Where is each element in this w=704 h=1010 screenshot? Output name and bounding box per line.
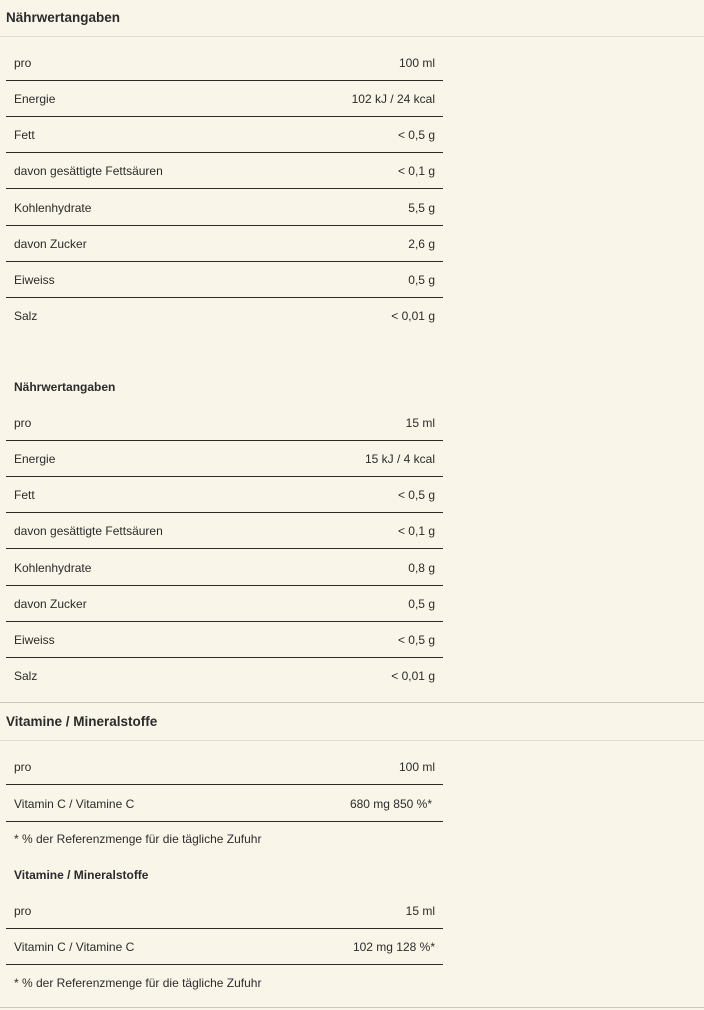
table-row xyxy=(6,477,443,513)
subtitle-naehrwerte-15ml: Nährwertangaben xyxy=(14,380,116,394)
row-label: Kohlenhydrate xyxy=(14,561,92,575)
row-label: Vitamin C / Vitamine C xyxy=(14,940,135,954)
row-label: Fett xyxy=(14,128,35,142)
table-row xyxy=(6,586,443,622)
row-value: 15 ml xyxy=(405,416,435,430)
section-title: Nährwertangaben xyxy=(6,10,121,25)
table-row xyxy=(6,658,443,694)
row-value: < 0,01 g xyxy=(391,669,435,683)
footnote-reference-intake: * % der Referenzmenge für die tägliche Zufuhr xyxy=(14,832,262,846)
row-label: Salz xyxy=(14,669,38,683)
row-label: pro xyxy=(14,760,32,774)
table-row xyxy=(6,117,443,153)
row-value: < 0,5 g xyxy=(397,488,435,502)
row-label: pro xyxy=(14,416,32,430)
row-value: 100 ml xyxy=(398,56,435,70)
table-row xyxy=(6,153,443,189)
row-label: Fett xyxy=(14,488,35,502)
table-row xyxy=(6,226,443,262)
table-row xyxy=(6,262,443,298)
subtitle-vitamine-15ml: Vitamine / Mineralstoffe xyxy=(14,868,149,882)
row-value: 0,8 g xyxy=(408,561,435,575)
row-label: davon gesättigte Fettsäuren xyxy=(14,164,163,178)
row-value: 0,5 g xyxy=(408,273,435,287)
table-row xyxy=(6,405,443,441)
table-row xyxy=(6,749,443,785)
section-header-naehrwerte xyxy=(0,0,704,37)
table-row xyxy=(6,513,443,549)
table-row xyxy=(6,190,443,226)
row-value: 0,5 g xyxy=(408,597,435,611)
row-value: < 0,5 g xyxy=(397,633,435,647)
table-row xyxy=(6,929,443,965)
section-header-vitamine xyxy=(0,703,704,741)
table-row xyxy=(6,786,443,822)
section-title: Vitamine / Mineralstoffe xyxy=(6,714,158,729)
row-label: pro xyxy=(14,904,32,918)
row-value: < 0,1 g xyxy=(397,524,435,538)
table-row xyxy=(6,550,443,586)
row-label: davon Zucker xyxy=(14,597,87,611)
row-value: 680 mg 850 %* xyxy=(349,797,432,811)
row-value: < 0,01 g xyxy=(391,309,435,323)
footnote-reference-intake: * % der Referenzmenge für die tägliche Zufuhr xyxy=(14,976,262,990)
row-label: Vitamin C / Vitamine C xyxy=(14,797,135,811)
row-value: 2,6 g xyxy=(408,237,435,251)
row-label: Energie xyxy=(14,452,56,466)
row-label: pro xyxy=(14,56,32,70)
row-label: Kohlenhydrate xyxy=(14,201,92,215)
table-row xyxy=(6,81,443,117)
row-value: < 0,5 g xyxy=(397,128,435,142)
row-value: 102 kJ / 24 kcal xyxy=(351,92,435,106)
table-row xyxy=(6,45,443,81)
row-value: 100 ml xyxy=(398,760,435,774)
section-divider xyxy=(0,1007,704,1008)
row-label: davon Zucker xyxy=(14,237,87,251)
row-value: 15 kJ / 4 kcal xyxy=(364,452,435,466)
row-value: 5,5 g xyxy=(408,201,435,215)
row-label: Salz xyxy=(14,309,38,323)
table-row xyxy=(6,622,443,658)
table-row xyxy=(6,441,443,477)
row-label: Energie xyxy=(14,92,56,106)
row-value: 102 mg 128 %* xyxy=(352,940,435,954)
row-value: < 0,1 g xyxy=(397,164,435,178)
row-value: 15 ml xyxy=(405,904,435,918)
table-row xyxy=(6,298,443,334)
row-label: Eiweiss xyxy=(14,633,55,647)
row-label: davon gesättigte Fettsäuren xyxy=(14,524,163,538)
table-row xyxy=(6,893,443,929)
row-label: Eiweiss xyxy=(14,273,55,287)
